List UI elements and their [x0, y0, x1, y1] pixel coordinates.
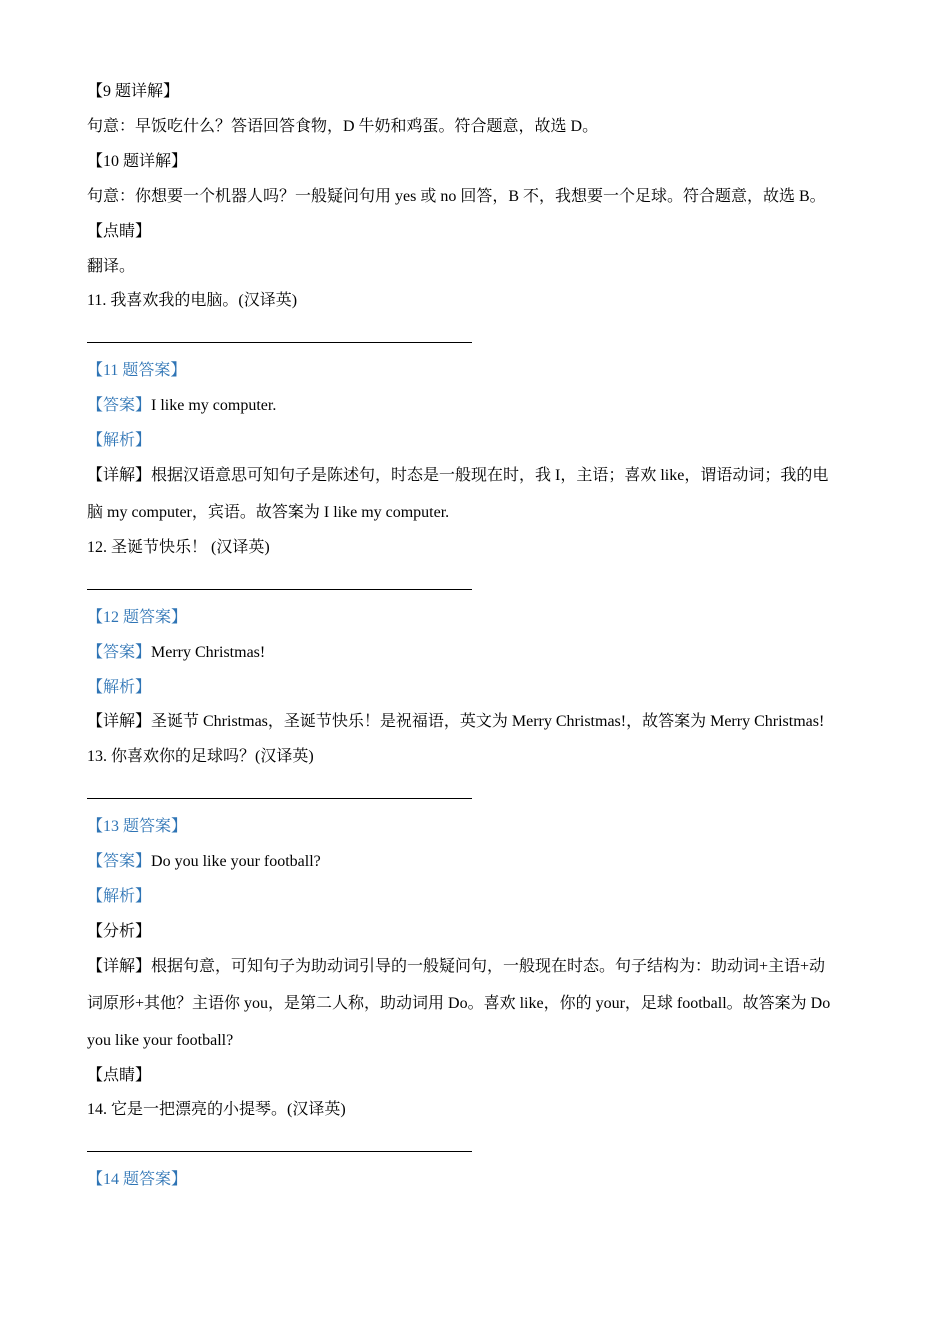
text-line: 脑 my computer，宾语。故答案为 I like my computer.: [87, 504, 450, 521]
text-line: 【点睛】: [87, 1067, 152, 1084]
answer-blank-line: [87, 798, 472, 799]
answer-tag: 【答案】: [87, 644, 152, 661]
text-line: 【分析】: [87, 923, 152, 940]
answer-tag: 【答案】: [87, 853, 152, 870]
text-line: 14. 它是一把漂亮的小提琴。(汉译英): [87, 1101, 346, 1118]
answer-blank-line: [87, 342, 472, 343]
text-line: 【详解】圣诞节 Christmas，圣诞节快乐！是祝福语，英文为 Merry Christmas!，故答案为 Merry Christmas!: [87, 713, 825, 730]
section-heading: 【11 题答案】: [87, 362, 187, 379]
text-line: 词原形+其他？主语你 you，是第二人称，助动词用 Do。喜欢 like，你的 your，足球 football。故答案为 Do: [87, 995, 831, 1012]
answer-line: [87, 852, 867, 872]
section-heading: 【解析】: [87, 679, 152, 696]
section-heading: 【14 题答案】: [87, 1171, 188, 1188]
text-line: 【详解】根据句意，可知句子为助动词引导的一般疑问句，一般现在时态。句子结构为：助动词+主语+动: [87, 958, 826, 975]
section-heading: 【解析】: [87, 888, 152, 905]
answer-text: Do you like your football?: [151, 853, 321, 870]
text-line: 【9 题详解】: [87, 83, 180, 100]
text-line: 11. 我喜欢我的电脑。(汉译英): [87, 292, 298, 309]
text-line: 12. 圣诞节快乐！ (汉译英): [87, 539, 270, 556]
answer-blank-line: [87, 1151, 472, 1152]
text-line: 【10 题详解】: [87, 153, 188, 170]
section-heading: 【解析】: [87, 432, 152, 449]
text-line: 翻译。: [87, 258, 136, 275]
text-line: 句意：早饭吃什么？答语回答食物，D 牛奶和鸡蛋。符合题意，故选 D。: [87, 118, 599, 135]
section-heading: 【13 题答案】: [87, 818, 188, 835]
text-line: you like your football?: [87, 1032, 234, 1049]
text-line: 13. 你喜欢你的足球吗？(汉译英): [87, 748, 314, 765]
answer-text: Merry Christmas!: [151, 644, 266, 661]
section-heading: 【12 题答案】: [87, 609, 188, 626]
answer-text: I like my computer.: [151, 397, 277, 414]
answer-tag: 【答案】: [87, 397, 152, 414]
text-line: 句意：你想要一个机器人吗？一般疑问句用 yes 或 no 回答，B 不，我想要一个足球。符合题意，故选 B。: [87, 188, 826, 205]
answer-line: [87, 396, 867, 416]
text-line: 【详解】根据汉语意思可知句子是陈述句，时态是一般现在时，我 I，主语；喜欢 like，谓语动词；我的电: [87, 467, 829, 484]
text-line: 【点睛】: [87, 223, 152, 240]
answer-line: [87, 643, 867, 663]
answer-blank-line: [87, 589, 472, 590]
